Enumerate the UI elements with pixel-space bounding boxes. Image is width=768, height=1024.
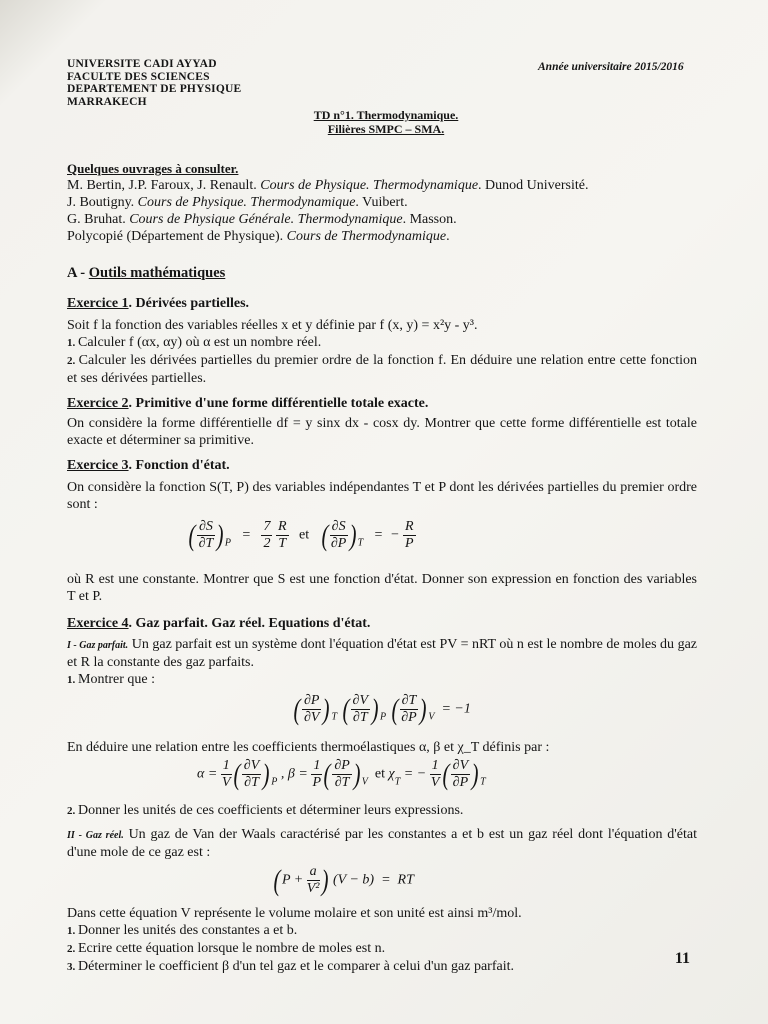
reference-item: M. Bertin, J.P. Faroux, J. Renault. Cours de Physique. Thermodynamique. Dunod Université.: [67, 178, 589, 193]
exercise-4-qc: 3. Déterminer le coefficient β d'un tel gaz et le comparer à celui d'un gaz parfait.: [67, 959, 514, 974]
exercise-4-q2: 2. Donner les unités de ces coefficients et déterminer leurs expressions.: [67, 803, 464, 818]
equation-coefficients: α = $\frac{1}{V}$ ( $\frac{\partial V}{\partial T}$ ) $_P$ , β = $\frac{1}{P}$ ( $\frac{\partial P}{\partial T}$ ) $_V$ et $\chi_T$ = − $\frac{1}{V}$ ( $\frac{\partial V}{\partial P}$ ) $_T$: [197, 757, 486, 791]
td-title-line2: Filières SMPC – SMA.: [327, 122, 445, 136]
section-a-heading: A - Outils mathématiques: [67, 265, 226, 281]
exercise-1-intro: Soit f la fonction des variables réelles x et y définie par f (x, y) = x²y - y³.: [67, 318, 478, 333]
exercise-4-deduce: En déduire une relation entre les coefficients thermoélastiques α, β et χ_T définis par :: [67, 740, 550, 755]
exercise-4-part1: I - Gaz parfait. Un gaz parfait est un système dont l'équation d'état est PV = nRT où n est le nombre de moles du gaz et R la constante des gaz parfaits.: [67, 637, 698, 670]
equation-partials-s: ( $\frac{\partial S}{\partial T}$ ) $_P$ = $\frac{7}{2}$ $\frac{R}{T}$ et ( $\frac{\partial S}{\partial P}$ ) $_T$ = − $\frac{R}{P}$: [188, 518, 414, 552]
academic-year: Année universitaire 2015/2016: [538, 61, 684, 73]
institution-line: FACULTE DES SCIENCES: [67, 70, 210, 83]
references-heading: Quelques ouvrages à consulter.: [67, 161, 239, 176]
exercise-1-q2: 2. Calculer les dérivées partielles du premier ordre de la fonction f. En déduire une relation entre cette fonction et ses dérivées partielles.: [67, 353, 697, 386]
reference-item: G. Bruhat. Cours de Physique Générale. Thermodynamique. Masson.: [67, 212, 457, 227]
exercise-2-heading: Exercice 2. Primitive d'une forme différentielle totale exacte.: [67, 396, 429, 411]
institution-header: [67, 58, 241, 108]
institution-line: UNIVERSITE CADI AYYAD: [67, 58, 217, 70]
equation-van-der-waals: ( P + $\frac{a}{\text{V²}}$ ) (V − b) = RT: [273, 863, 414, 897]
td-title-line1: TD n°1. Thermodynamique.: [313, 108, 459, 122]
exercise-4-q1: 1. Montrer que :: [67, 672, 155, 687]
td-title: [300, 108, 472, 136]
exercise-3-intro: On considère la fonction S(T, P) des variables indépendantes T et P dont les dérivées partielles du premier ordre sont :: [67, 480, 697, 512]
institution-line: MARRAKECH: [67, 95, 147, 108]
exercise-4-part2: II - Gaz réel. Un gaz de Van der Waals caractérisé par les constantes a et b est un gaz réel dont l'équation d'état d'une mole de ce gaz est :: [67, 827, 697, 860]
equation-cyclic-relation: ( $\frac{\partial P}{\partial V}$ ) $_T$ ( $\frac{\partial V}{\partial T}$ ) $_P$ ( $\frac{\partial T}{\partial P}$ ) $_V$ = −1: [293, 692, 471, 726]
exercise-3-outro: où R est une constante. Montrer que S est une fonction d'état. Donner son expression en fonction des variables T et P.: [67, 572, 697, 604]
reference-item: Polycopié (Département de Physique). Cours de Thermodynamique.: [67, 229, 450, 244]
document-body: [67, 160, 697, 976]
exercise-4-qa: 1. Donner les unités des constantes a et b.: [67, 923, 298, 938]
page-number: 11: [674, 950, 690, 967]
exercise-4-heading: Exercice 4. Gaz parfait. Gaz réel. Equations d'état.: [67, 616, 371, 631]
exercise-4-qb: 2. Ecrire cette équation lorsque le nombre de moles est n.: [67, 941, 386, 956]
institution-line: DEPARTEMENT DE PHYSIQUE: [67, 83, 242, 95]
exercise-1-q1: 1. Calculer f (αx, αy) où α est un nombre réel.: [67, 335, 322, 350]
exercise-4-vdw-note: Dans cette équation V représente le volume molaire et son unité est ainsi m³/mol.: [67, 906, 522, 921]
exercise-1-heading: Exercice 1. Dérivées partielles.: [67, 296, 250, 311]
reference-item: J. Boutigny. Cours de Physique. Thermodynamique. Vuibert.: [67, 195, 408, 210]
exercise-3-heading: Exercice 3. Fonction d'état.: [67, 458, 230, 473]
exercise-2-text: On considère la forme différentielle df = y sinx dx - cosx dy. Montrer que cette forme différentielle est totale exacte et déterminer sa primitive.: [67, 416, 697, 448]
